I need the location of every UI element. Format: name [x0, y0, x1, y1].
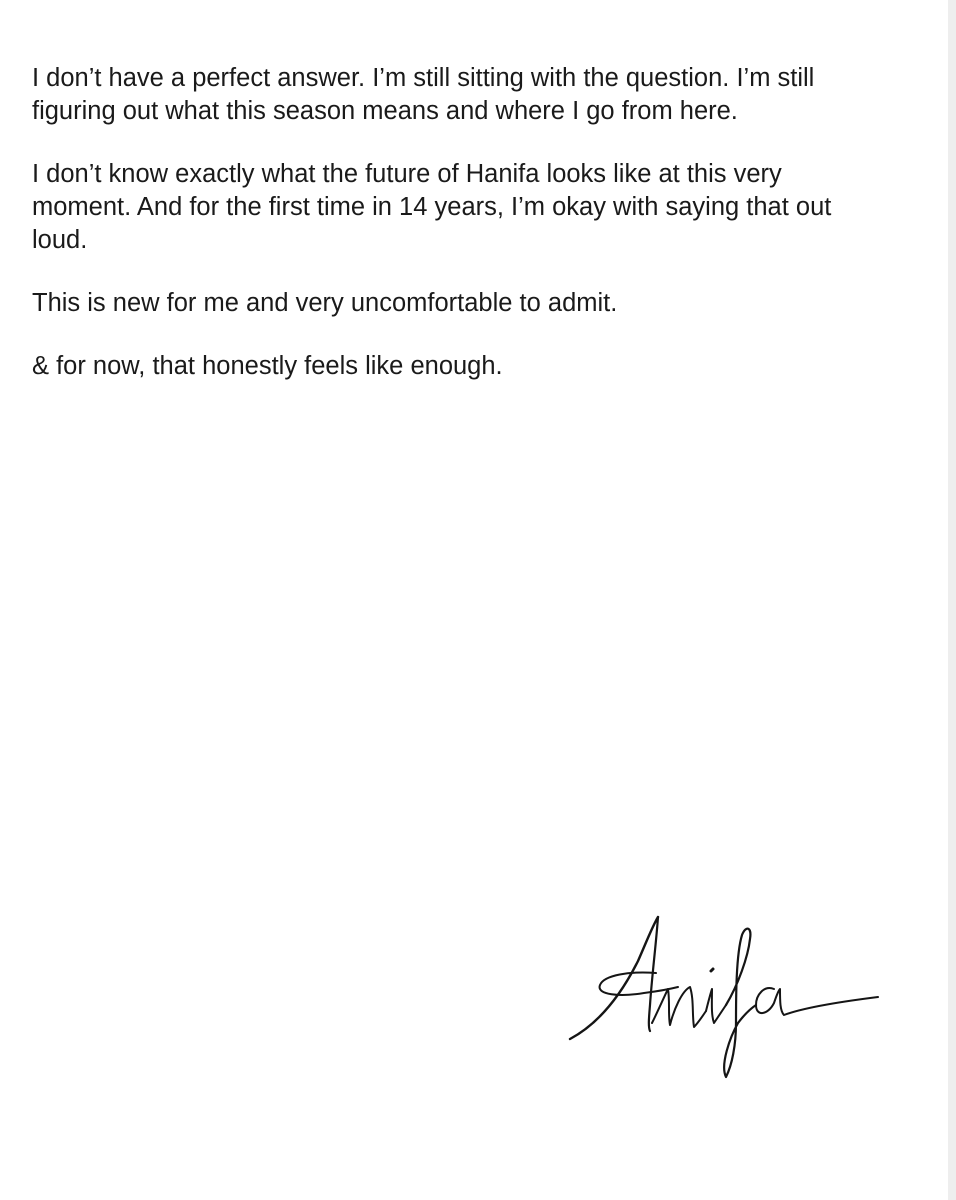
- handwritten-signature: [560, 905, 890, 1085]
- paragraph-3: This is new for me and very uncomfortable to admit.: [32, 289, 618, 317]
- signature-stroke-a-small: [756, 988, 878, 1015]
- paragraph-4: & for now, that honestly feels like enough.: [32, 352, 503, 380]
- signature-stroke-a-left: [570, 917, 658, 1039]
- letter-body: [32, 62, 862, 413]
- paragraph-1: I don’t have a perfect answer. I’m still sitting with the question. I’m still figuring out what this season means and where I go from here.: [32, 64, 815, 125]
- signature-stroke-n: [652, 987, 706, 1027]
- page-edge: [948, 0, 956, 1200]
- signature-stroke-i: [706, 989, 726, 1023]
- paragraph-2: I don’t know exactly what the future of Hanifa looks like at this very moment. And for the first time in 14 years, I’m okay with saying that out loud.: [32, 160, 832, 254]
- signature-stroke-f: [724, 929, 756, 1077]
- signature-i-dot: [711, 969, 713, 971]
